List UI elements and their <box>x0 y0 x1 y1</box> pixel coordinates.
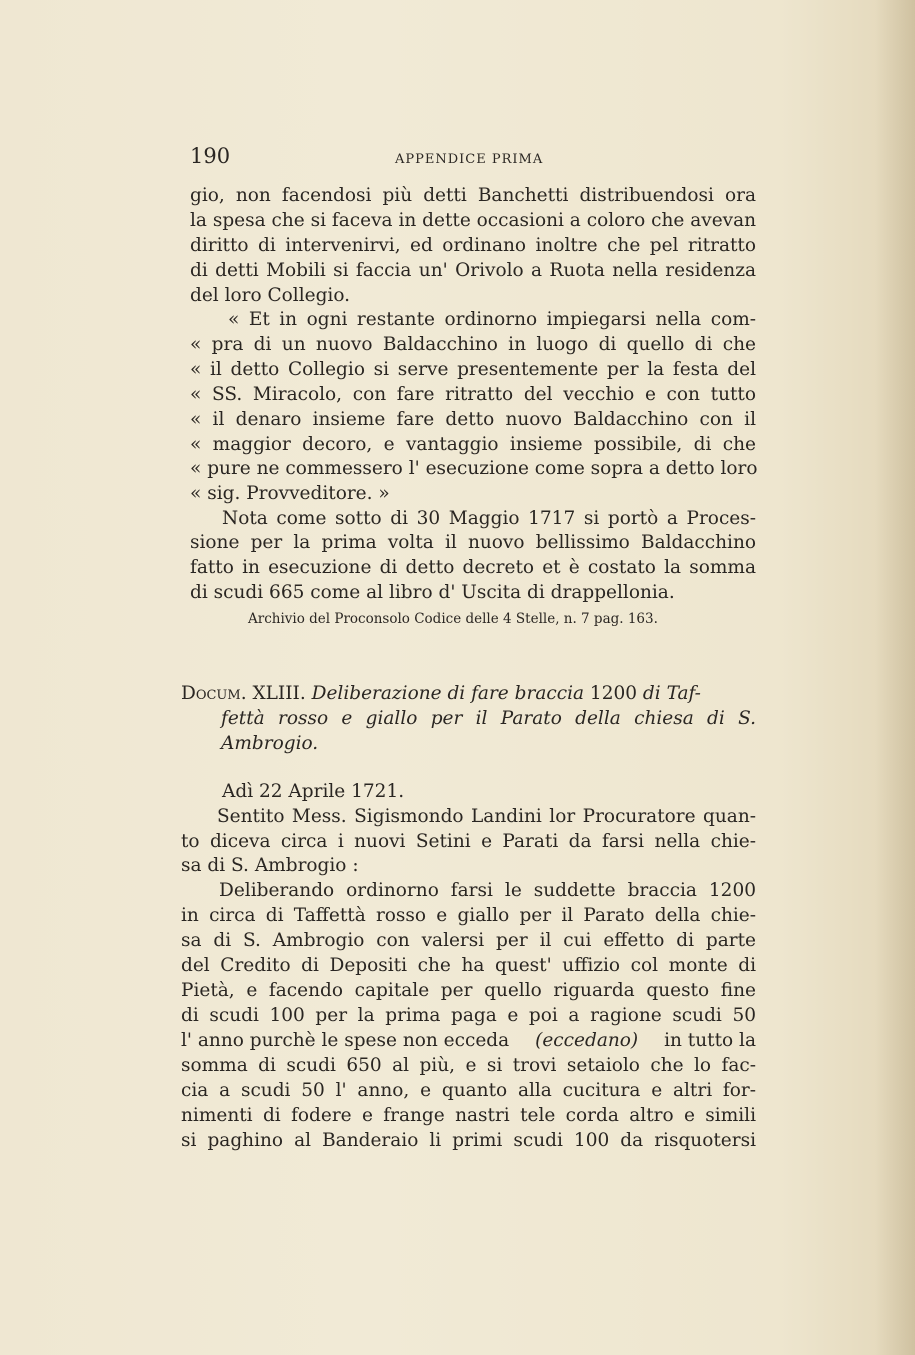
document-title-part: Taf- <box>666 683 701 704</box>
document-title-number: 1200 <box>589 683 638 704</box>
text-line: sione per la prima volta il nuovo bellissimo Baldacchino <box>190 532 756 553</box>
text-line <box>181 1028 756 1053</box>
text-line: di scudi 100 per la prima paga e poi a ragione scudi 50 <box>181 1005 756 1026</box>
text-line: cia a scudi 50 l' anno, e quanto alla cucitura e altri for- <box>181 1080 756 1101</box>
text-line: diritto di intervenirvi, ed ordinano inoltre che pel ritratto <box>190 235 756 256</box>
document-label: Docum. XLIII. <box>181 683 306 704</box>
running-title: APPENDICE PRIMA <box>395 152 544 167</box>
quote-line: « maggior decoro, e vantaggio insieme possibile, di che <box>190 434 756 455</box>
document-title-line <box>221 731 318 756</box>
date-line: Adì 22 Aprile 1721. <box>222 781 405 802</box>
archive-citation: Archivio del Proconsolo Codice delle 4 Stelle, n. 7 pag. 163. <box>248 611 658 627</box>
page-edge-shadow <box>875 0 915 1355</box>
quote-line: « Et in ogni restante ordinorno impiegarsi nella com- <box>228 309 756 330</box>
text-line: la spesa che si faceva in dette occasioni a coloro che avevan <box>190 210 757 231</box>
text-line: del loro Collegio. <box>190 285 351 306</box>
text-line: di scudi 665 come al libro d' Uscita di drappellonia. <box>190 582 675 603</box>
text-line: in circa di Taffettà rosso e giallo per il Parato della chie- <box>181 905 756 926</box>
page-number: 190 <box>190 144 231 168</box>
text-line: Nota come sotto di 30 Maggio 1717 si portò a Proces- <box>222 508 756 529</box>
document-title-part: Deliberazione di fare braccia <box>311 683 585 704</box>
quote-line: « sig. Provveditore. » <box>190 483 390 504</box>
text-line: Pietà, e facendo capitale per quello riguarda questo fine <box>181 980 756 1001</box>
text-line: Sentito Mess. Sigismondo Landini lor Procuratore quan- <box>217 806 756 827</box>
text-segment-italic: (eccedano) <box>535 1030 639 1051</box>
quote-line: « il denaro insieme fare detto nuovo Baldacchino con il <box>190 409 756 430</box>
text-segment: in tutto la <box>664 1030 756 1051</box>
quote-line: « pra di un nuovo Baldacchino in luogo di quello di che <box>190 334 756 355</box>
text-line: di detti Mobili si faccia un' Orivolo a Ruota nella residenza <box>190 260 756 281</box>
text-line: somma di scudi 650 al più, e si trovi setaiolo che lo fac- <box>181 1055 756 1076</box>
document-title-part: fettà rosso e giallo per il Parato della chiesa di S. <box>221 708 756 729</box>
document-title-line <box>221 706 756 731</box>
text-line: sa di S. Ambrogio con valersi per il cui effetto di parte <box>181 930 756 951</box>
quote-line: « SS. Miracolo, con fare ritratto del vecchio e con tutto <box>190 384 756 405</box>
text-segment: l' anno purchè le spese non ecceda <box>181 1030 510 1051</box>
document-title-part: di <box>642 683 661 704</box>
text-line: gio, non facendosi più detti Banchetti distribuendosi ora <box>190 185 756 206</box>
text-line: si paghino al Banderaio li primi scudi 100 da risquotersi <box>181 1130 756 1151</box>
document-heading <box>181 681 756 706</box>
document-title-part: Ambrogio. <box>221 733 319 754</box>
page-header <box>190 144 756 174</box>
text-line: del Credito di Depositi che ha quest' uffizio col monte di <box>181 955 756 976</box>
text-line: to diceva circa i nuovi Setini e Parati da farsi nella chie- <box>181 831 756 852</box>
text-line: Deliberando ordinorno farsi le suddette braccia 1200 <box>219 880 756 901</box>
quote-line: « il detto Collegio si serve presentemente per la festa del <box>190 359 756 380</box>
quote-line: « pure ne commessero l' esecuzione come sopra a detto loro <box>190 458 758 479</box>
text-line: nimenti di fodere e frange nastri tele corda altro e simili <box>181 1105 756 1126</box>
text-line: sa di S. Ambrogio : <box>181 855 359 876</box>
text-line: fatto in esecuzione di detto decreto et è costato la somma <box>190 557 756 578</box>
